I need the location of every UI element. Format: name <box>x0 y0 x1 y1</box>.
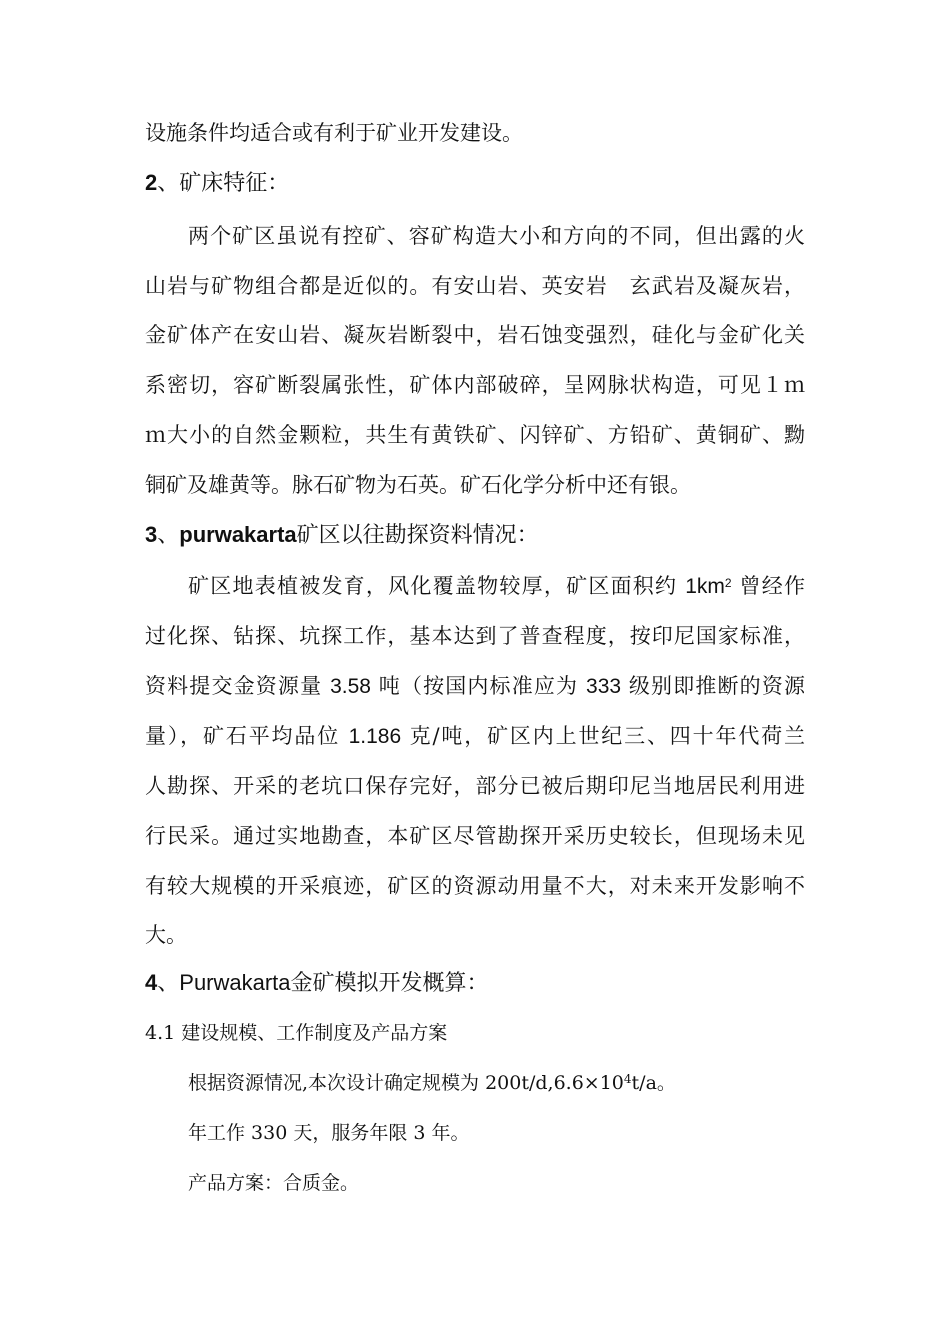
paragraph-line: 产品方案：合质金。 <box>188 1172 360 1194</box>
text-run: 量），矿石平均品位 <box>145 724 349 748</box>
heading-title: 金矿模拟开发概算： <box>290 971 489 996</box>
superscript: 4 <box>623 1072 632 1086</box>
subsection-heading: 4.1 建设规模、工作制度及产品方案 <box>145 1022 448 1044</box>
heading-title: 矿床特征： <box>179 171 290 196</box>
text-run: 根据资源情况,本次设计确定规模为 200t/d,6.6×10 <box>188 1072 624 1094</box>
paragraph-line: 山岩与矿物组合都是近似的。有安山岩、英安岩 玄武岩及凝灰岩， <box>145 274 805 298</box>
paragraph-line: 有较大规模的开采痕迹，矿区的资源动用量不大，对未来开发影响不 <box>145 874 805 898</box>
heading-number: 4 <box>145 970 158 995</box>
heading-site-name: purwakarta <box>179 522 297 547</box>
paragraph-line: 行民采。通过实地勘查，本矿区尽管勘探开采历史较长，但现场未见 <box>145 824 805 848</box>
text-run: t/a。 <box>631 1072 676 1094</box>
text-run: 资料提交金资源量 <box>145 674 331 698</box>
heading-2 <box>145 168 289 199</box>
paragraph-line <box>145 721 805 752</box>
paragraph-line: 大。 <box>145 923 187 947</box>
paragraph-continuation: 设施条件均适合或有利于矿业开发建设。 <box>145 121 523 145</box>
paragraph-line <box>145 671 805 702</box>
heading-site-name: Purwakarta <box>179 970 291 995</box>
heading-3 <box>145 520 539 551</box>
paragraph-line <box>188 571 805 602</box>
paragraph-line: 过化探、钻探、坑探工作，基本达到了普查程度，按印尼国家标准， <box>145 624 805 648</box>
paragraph-line <box>188 1068 676 1098</box>
paragraph-line: 系密切，容矿断裂属张性，矿体内部破碎，呈网脉状构造，可见１ｍ <box>145 373 805 397</box>
paragraph-line: 金矿体产在安山岩、凝灰岩断裂中，岩石蚀变强烈，硅化与金矿化关 <box>145 323 805 347</box>
text-run: 曾经作 <box>731 574 805 598</box>
paragraph-line: 铜矿及雄黄等。脉石矿物为石英。矿石化学分析中还有银。 <box>145 473 691 497</box>
grade-class: 333 <box>586 675 622 698</box>
paragraph-line: 人勘探、开采的老坑口保存完好，部分已被后期印尼当地居民利用进 <box>145 774 805 798</box>
area-value: 1km <box>685 575 725 598</box>
heading-number: 2 <box>145 170 158 195</box>
heading-separator: 、 <box>157 523 180 548</box>
text-run: 吨（按国内标准应为 <box>370 674 587 698</box>
heading-title: 矿区以往勘探资料情况： <box>296 523 539 548</box>
resource-value: 3.58 <box>330 675 371 698</box>
paragraph-line: ｍ大小的自然金颗粒，共生有黄铁矿、闪锌矿、方铅矿、黄铜矿、黝 <box>145 423 805 447</box>
heading-separator: 、 <box>157 971 180 996</box>
text-run: 克/吨，矿区内上世纪三、四十年代荷兰 <box>401 724 805 748</box>
text-run: 级别即推断的资源 <box>621 674 805 698</box>
paragraph-line: 两个矿区虽说有控矿、容矿构造大小和方向的不同，但出露的火 <box>188 224 805 248</box>
ore-grade-value: 1.186 <box>348 725 402 748</box>
heading-number: 3 <box>145 522 158 547</box>
paragraph-line: 年工作 330 天，服务年限 3 年。 <box>188 1122 470 1144</box>
superscript: 2 <box>724 576 732 590</box>
heading-4 <box>145 968 489 999</box>
text-run: 矿区地表植被发育，风化覆盖物较厚，矿区面积约 <box>188 574 686 598</box>
heading-separator: 、 <box>157 171 180 196</box>
